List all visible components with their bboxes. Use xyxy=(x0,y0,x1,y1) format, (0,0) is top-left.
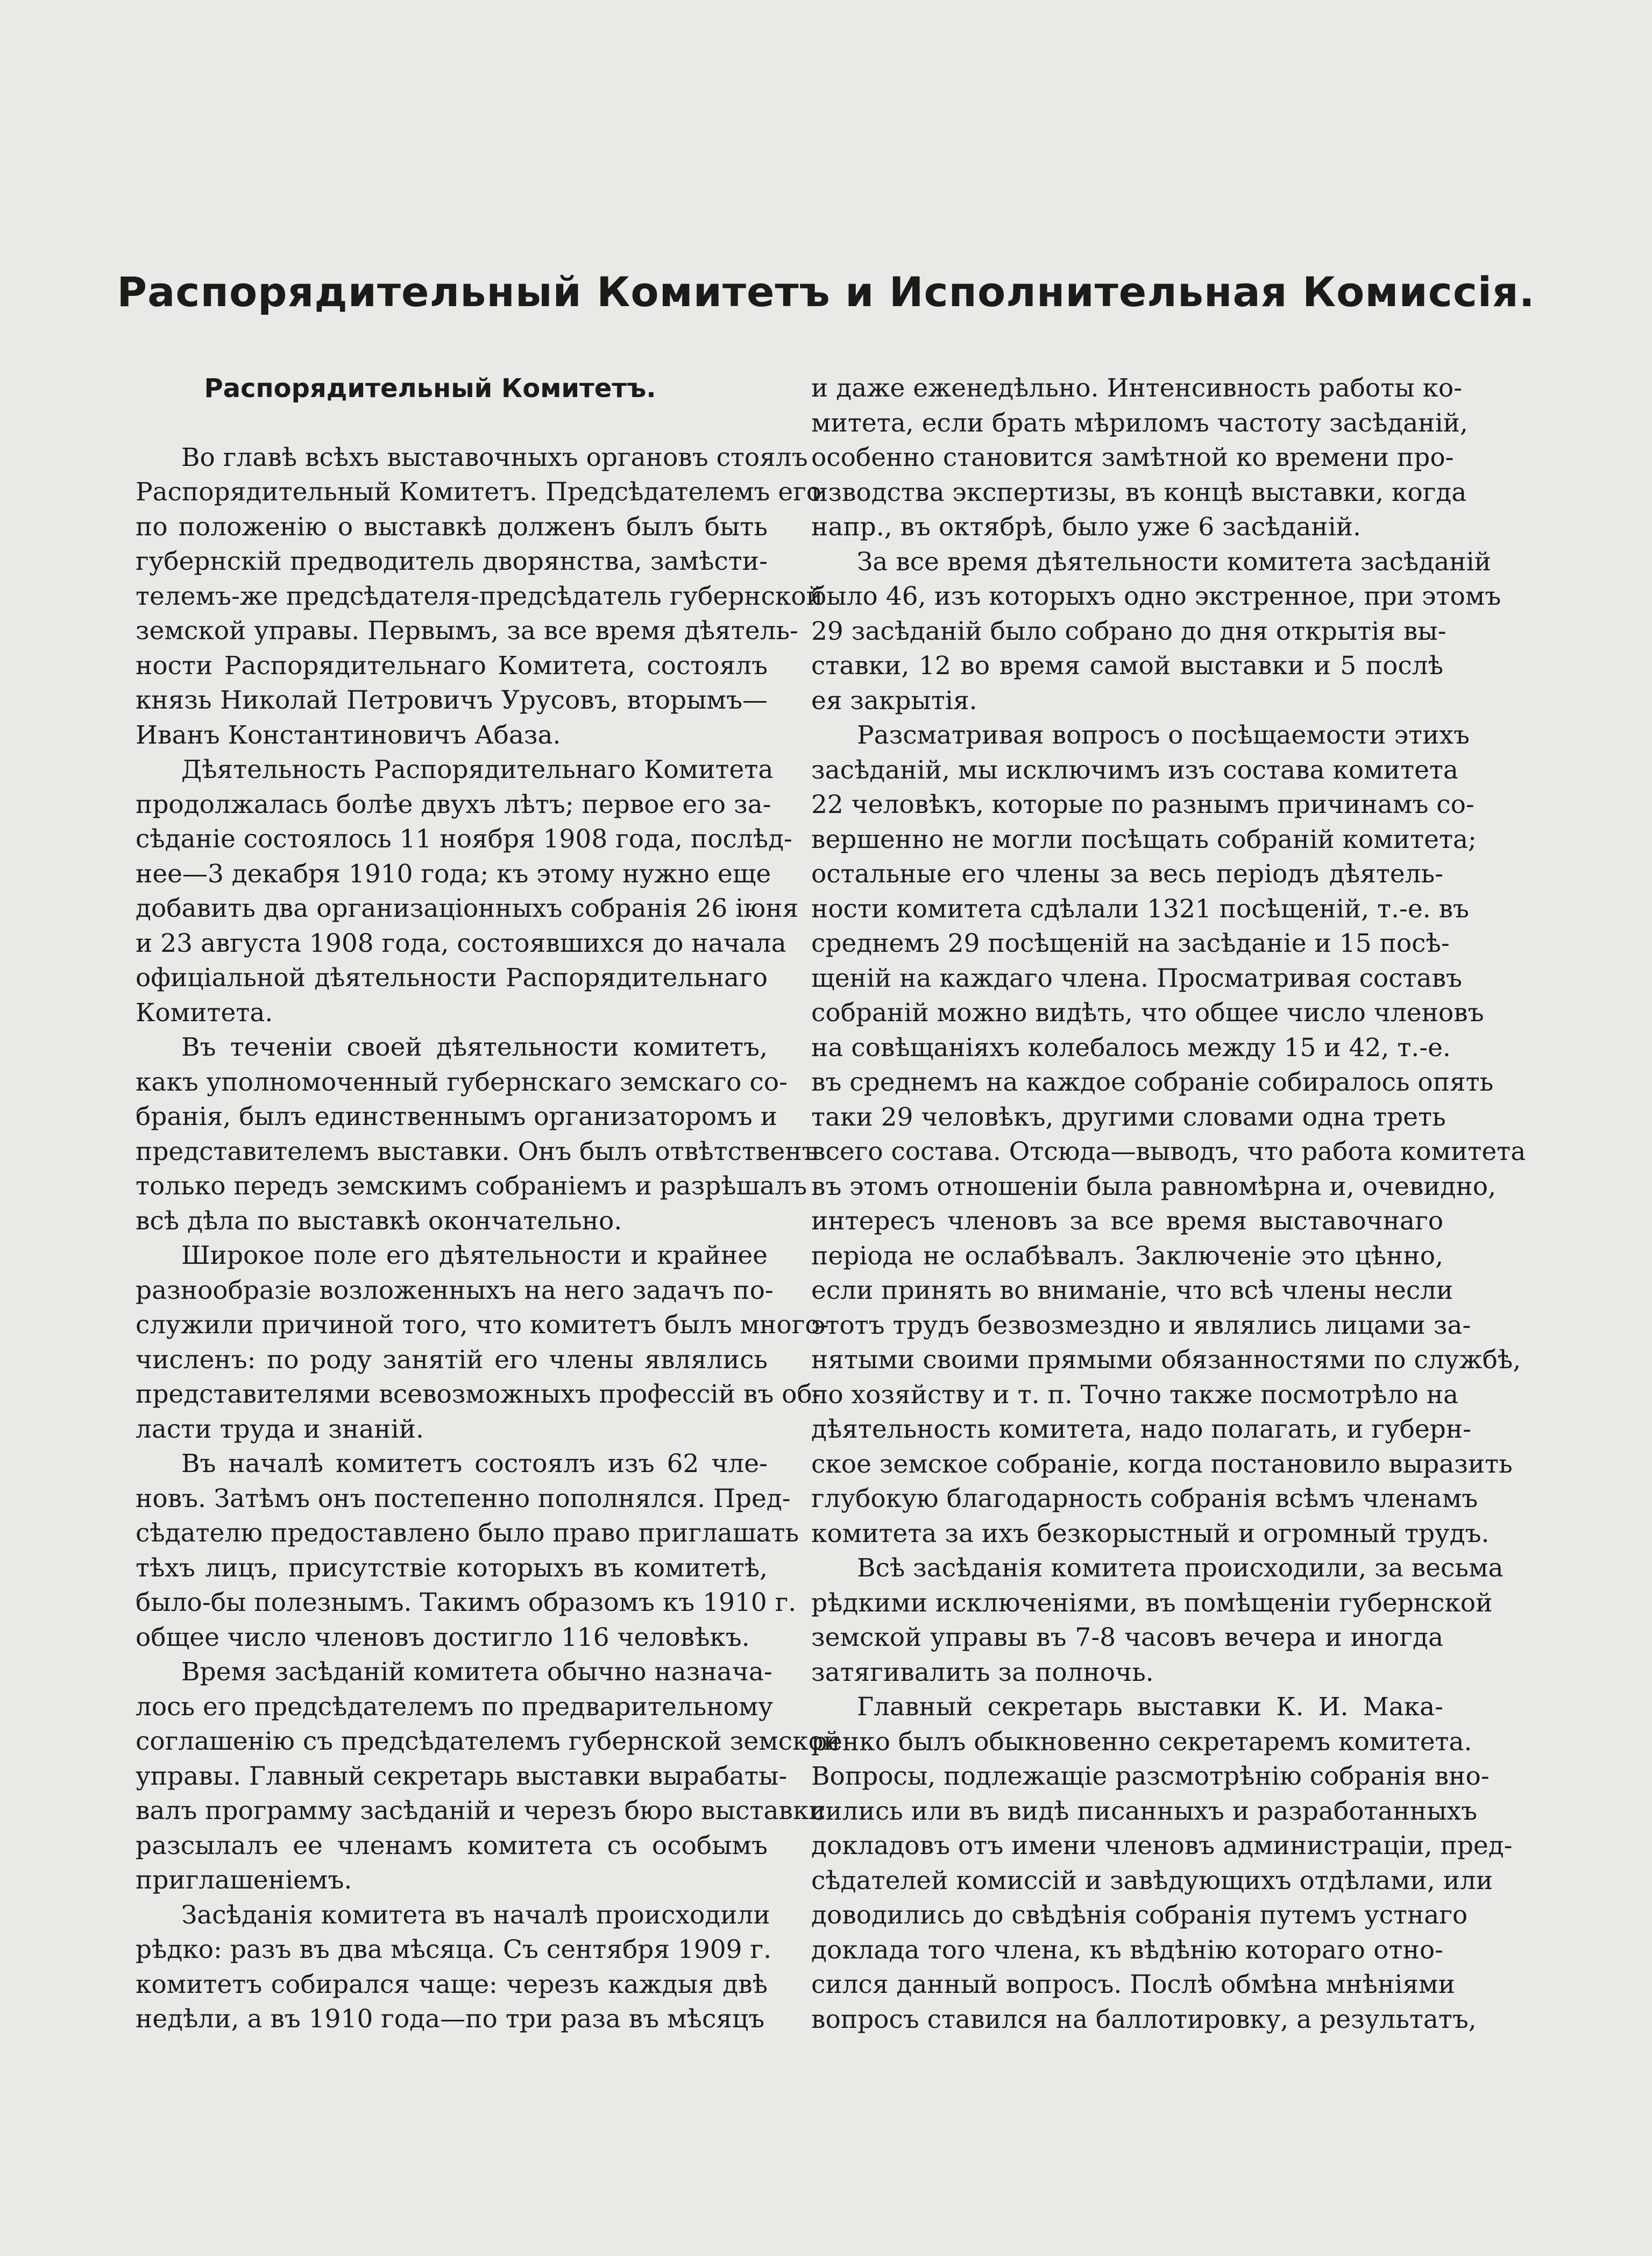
text-line: остальные его члены за весь періодъ дѣятель- xyxy=(811,859,1443,889)
text-line: Иванъ Константиновичъ Абаза. xyxy=(136,720,561,750)
paragraph xyxy=(136,753,799,1030)
text-line: сились или въ видѣ писанныхъ и разработанныхъ xyxy=(811,1796,1478,1826)
text-line: ности Распорядительнаго Комитета, состоялъ xyxy=(136,650,768,681)
text-line: собраній можно видѣть, что общее число членовъ xyxy=(811,998,1484,1028)
text-line: митета, если брать мѣриломъ частоту засѣданій, xyxy=(811,408,1468,438)
text-line: губернскій предводитель дворянства, замѣсти- xyxy=(136,547,768,576)
text-line: разнообразіе возложенныхъ на него задачъ по- xyxy=(136,1275,774,1305)
text-line: затягивалить за полночь. xyxy=(811,1657,1154,1687)
text-line: лось его предсѣдателемъ по предварительному xyxy=(136,1692,774,1722)
text-line: и 23 августа 1908 года, состоявшихся до начала xyxy=(136,928,786,958)
text-line: ласти труда и знаній. xyxy=(136,1414,424,1444)
text-line: представителями всевозможныхъ профессій въ об- xyxy=(136,1380,821,1409)
text-line: вершенно не могли посѣщать собраній комитета; xyxy=(811,824,1477,854)
text-line: продолжалась болѣе двухъ лѣтъ; первое его за- xyxy=(136,789,771,819)
text-line: какъ уполномоченный губернскаго земскаго со- xyxy=(136,1067,788,1097)
text-line: доводились до свѣдѣнія собранія путемъ устнаго xyxy=(811,1900,1468,1930)
text-line: Въ началѣ комитетъ состоялъ изъ 62 чле- xyxy=(181,1449,768,1479)
text-line: служили причиной того, что комитетъ былъ много- xyxy=(136,1310,829,1340)
paragraph xyxy=(136,1239,829,1447)
text-line: соглашенію съ предсѣдателемъ губернской земской xyxy=(136,1727,841,1756)
left-column xyxy=(136,371,841,2037)
text-line: Комитета. xyxy=(136,998,273,1028)
text-line: бранія, былъ единственнымъ организаторомъ и xyxy=(136,1102,777,1131)
text-line: ея закрытія. xyxy=(811,685,977,716)
text-line: въ среднемъ на каждое собраніе собиралось опять xyxy=(811,1067,1494,1097)
text-line: Вопросы, подлежащіе разсмотрѣнію собранія вно- xyxy=(811,1762,1490,1791)
text-line: Главный секретарь выставки К. И. Мака- xyxy=(857,1692,1443,1722)
paragraph xyxy=(136,1030,818,1239)
text-line: по положенію о выставкѣ долженъ былъ быть xyxy=(136,512,768,542)
text-line: сѣданіе состоялось 11 ноября 1908 года, послѣд- xyxy=(136,824,792,854)
text-line: За все время дѣятельности комитета засѣданій xyxy=(857,547,1491,577)
text-line: Всѣ засѣданія комитета происходили, за весьма xyxy=(857,1553,1504,1583)
text-line: сился данный вопросъ. Послѣ обмѣна мнѣніями xyxy=(811,1970,1455,1999)
text-line: щеній на каждаго члена. Просматривая составъ xyxy=(811,963,1462,993)
text-line: телемъ-же предсѣдателя-предсѣдатель губернской xyxy=(136,581,823,611)
text-line: дѣятельность комитета, надо полагать, и губерн- xyxy=(811,1415,1472,1444)
left-paragraphs xyxy=(136,441,841,2037)
text-line: среднемъ 29 посѣщеній на засѣданіе и 15 посѣ- xyxy=(811,929,1450,958)
paragraph xyxy=(136,1898,772,2037)
text-line: изводства экспертизы, въ концѣ выставки, когда xyxy=(811,477,1467,507)
text-line: недѣли, а въ 1910 года—по три раза въ мѣсяцъ xyxy=(136,2004,765,2034)
paragraph xyxy=(136,441,823,753)
text-line: князь Николай Петровичъ Урусовъ, вторымъ— xyxy=(136,685,768,715)
text-line: земской управы. Первымъ, за все время дѣятель- xyxy=(136,616,798,646)
text-line: валъ программу засѣданій и черезъ бюро выставки xyxy=(136,1796,826,1826)
text-line: Разсматривая вопросъ о посѣщаемости этихъ xyxy=(857,720,1470,750)
text-line: въ этомъ отношеніи была равномѣрна и, очевидно, xyxy=(811,1171,1497,1201)
text-line: добавить два организаціонныхъ собранія 26 іюня xyxy=(136,894,799,923)
text-line: ности комитета сдѣлали 1321 посѣщеній, т.-е. въ xyxy=(811,894,1469,924)
text-line: если принять во вниманіе, что всѣ члены несли xyxy=(811,1276,1454,1305)
text-line: 22 человѣкъ, которые по разнымъ причинамъ со- xyxy=(811,790,1474,819)
text-line: доклада того члена, къ вѣдѣнію котораго отно- xyxy=(811,1935,1443,1965)
paragraph xyxy=(136,1447,799,1655)
text-line: Время засѣданій комитета обычно назнача- xyxy=(181,1657,772,1687)
paragraph xyxy=(811,371,1468,545)
text-line: ское земское собраніе, когда постановило выразить xyxy=(811,1449,1513,1479)
text-line: докладовъ отъ имени членовъ администраціи, пред- xyxy=(811,1831,1513,1861)
text-line: только передъ земскимъ собраніемъ и разрѣшалъ xyxy=(136,1171,807,1201)
text-line: таки 29 человѣкъ, другими словами одна треть xyxy=(811,1102,1446,1132)
text-line: рѣдкими исключеніями, въ помѣщеніи губернской xyxy=(811,1588,1493,1618)
text-line: офиціальной дѣятельности Распорядительнаго xyxy=(136,963,768,993)
paragraph xyxy=(811,1551,1504,1690)
text-line: разсылалъ ее членамъ комитета съ особымъ xyxy=(136,1830,768,1861)
text-line: и даже еженедѣльно. Интенсивность работы ко- xyxy=(811,373,1463,403)
text-line: засѣданій, мы исключимъ изъ состава комитета xyxy=(811,755,1458,785)
text-line: напр., въ октябрѣ, было уже 6 засѣданій. xyxy=(811,512,1361,542)
paragraph xyxy=(136,1655,841,1898)
text-line: ренко былъ обыкновенно секретаремъ комитета. xyxy=(811,1727,1472,1757)
text-line: особенно становится замѣтной ко времени про- xyxy=(811,443,1454,472)
text-line: сѣдателей комиссій и завѣдующихъ отдѣлами, или xyxy=(811,1865,1493,1896)
text-line: тѣхъ лицъ, присутствіе которыхъ въ комитетѣ, xyxy=(136,1553,768,1583)
paragraph xyxy=(811,1690,1513,2037)
text-line: было 46, изъ которыхъ одно экстренное, при этомъ xyxy=(811,582,1501,611)
text-line: ставки, 12 во время самой выставки и 5 послѣ xyxy=(811,651,1443,681)
text-line: Въ теченіи своей дѣятельности комитетъ, xyxy=(181,1032,768,1062)
text-line: комитетъ собирался чаще: черезъ каждыя двѣ xyxy=(136,1969,768,1999)
text-line: земской управы въ 7-8 часовъ вечера и иногда xyxy=(811,1623,1443,1652)
page-title: Распорядительный Комитетъ и Исполнительная Комиссія. xyxy=(117,268,1535,316)
text-line: было-бы полезнымъ. Такимъ образомъ къ 1910 г. xyxy=(136,1588,797,1617)
paragraph xyxy=(811,545,1501,719)
right-paragraphs xyxy=(811,371,1526,2037)
text-line: представителемъ выставки. Онъ былъ отвѣтственъ xyxy=(136,1136,818,1166)
text-line: новъ. Затѣмъ онъ постепенно пополнялся. Пред- xyxy=(136,1483,791,1514)
text-line: нее—3 декабря 1910 года; къ этому нужно еще xyxy=(136,859,771,889)
text-line: всего состава. Отсюда—выводъ, что работа комитета xyxy=(811,1137,1526,1166)
text-line: періода не ослабѣвалъ. Заключеніе это цѣнно, xyxy=(811,1241,1443,1271)
text-line: этотъ трудъ безвозмездно и являлись лицами за- xyxy=(811,1310,1471,1340)
text-line: по хозяйству и т. п. Точно также посмотрѣло на xyxy=(811,1380,1459,1410)
text-line: нятыми своими прямыми обязанностями по службѣ, xyxy=(811,1345,1521,1375)
paragraph xyxy=(811,718,1526,1551)
text-line: комитета за ихъ безкорыстный и огромный трудъ. xyxy=(811,1518,1490,1548)
text-line: Дѣятельность Распорядительнаго Комитета xyxy=(181,755,774,784)
section-heading: Распорядительный Комитетъ. xyxy=(204,373,656,404)
text-line: интересъ членовъ за все время выставочнаго xyxy=(811,1206,1443,1236)
text-line: всѣ дѣла по выставкѣ окончательно. xyxy=(136,1206,622,1236)
text-line: Засѣданія комитета въ началѣ происходили xyxy=(181,1900,770,1930)
text-line: управы. Главный секретарь выставки вырабаты- xyxy=(136,1761,788,1791)
text-line: вопросъ ставился на баллотировку, а результатъ, xyxy=(811,2004,1477,2034)
text-line: Широкое поле его дѣятельности и крайнее xyxy=(181,1241,768,1270)
text-line: на совѣщаніяхъ колебалось между 15 и 42, т.-е. xyxy=(811,1032,1451,1063)
right-column xyxy=(811,371,1526,2037)
text-line: Распорядительный Комитетъ. Предсѣдателемъ его xyxy=(136,477,822,507)
text-line: Во главѣ всѣхъ выставочныхъ органовъ стоялъ xyxy=(181,442,808,472)
text-line: 29 засѣданій было собрано до дня открытія вы- xyxy=(811,616,1447,646)
text-line: рѣдко: разъ въ два мѣсяца. Съ сентября 1909 г. xyxy=(136,1935,772,1964)
text-line: численъ: по роду занятій его члены являлись xyxy=(136,1345,768,1375)
text-line: приглашеніемъ. xyxy=(136,1865,352,1895)
text-line: глубокую благодарность собранія всѣмъ членамъ xyxy=(811,1484,1478,1514)
text-line: общее число членовъ достигло 116 человѣкъ. xyxy=(136,1622,750,1652)
text-line: сѣдателю предоставлено было право приглашать xyxy=(136,1518,799,1548)
